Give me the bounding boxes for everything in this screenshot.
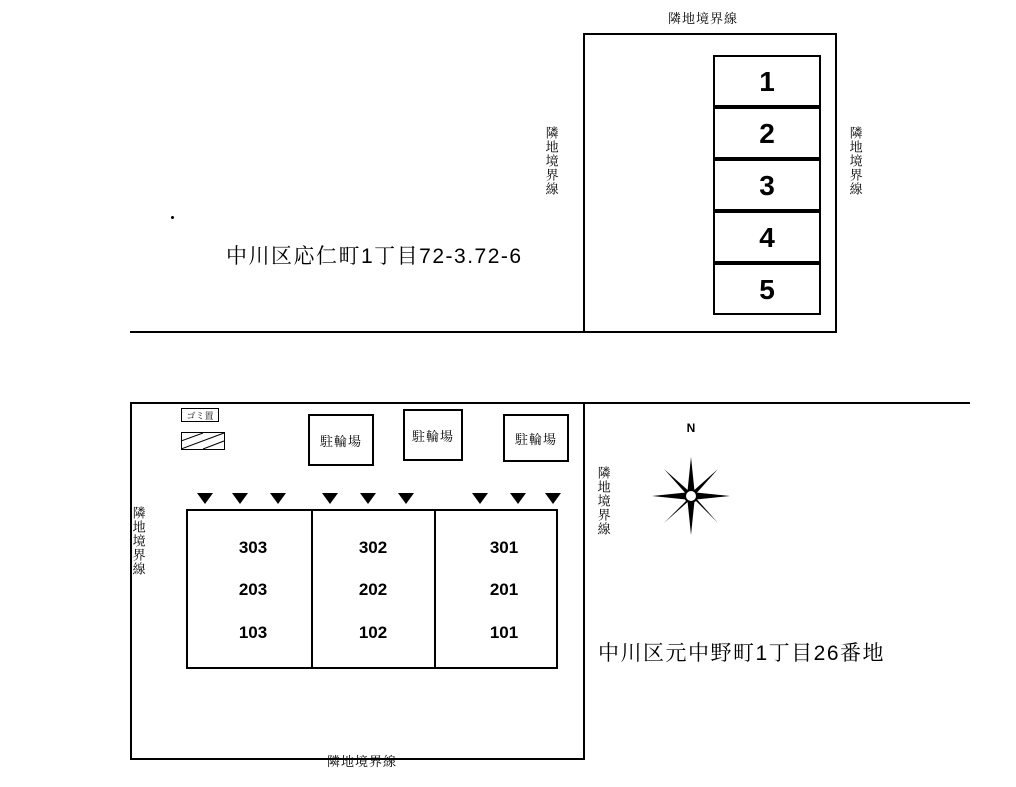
top-plot-lower-line-left xyxy=(130,331,585,333)
top-building-unit xyxy=(713,107,821,159)
room-label: 102 xyxy=(358,623,388,642)
top-building-unit-label: 5 xyxy=(759,274,775,305)
compass-north-label: N xyxy=(686,421,696,435)
room-label: 103 xyxy=(238,623,268,642)
top-right-boundary-label: 隣地境界線 xyxy=(847,126,863,196)
top-boundary-label: 隣地境界線 xyxy=(668,11,739,26)
top-building-unit-label: 1 xyxy=(759,66,775,97)
room-label: 201 xyxy=(489,580,519,599)
bottom-boundary-label: 隣地境界線 xyxy=(327,754,398,769)
bicycle-parking-box xyxy=(503,414,569,462)
top-building-unit xyxy=(713,159,821,211)
room-label: 101 xyxy=(489,623,519,642)
top-building-unit-label: 4 xyxy=(759,222,775,253)
bottom-left-boundary-label: 隣地境界線 xyxy=(130,506,146,576)
parking-arrow-icon xyxy=(472,493,488,504)
bottom-building-divider xyxy=(311,509,313,669)
room-label: 203 xyxy=(238,580,268,599)
bicycle-parking-box xyxy=(308,414,374,466)
parking-arrow-icon xyxy=(398,493,414,504)
parking-arrow-icon xyxy=(545,493,561,504)
bottom-left-boundary-line xyxy=(130,402,132,760)
bottom-plot-upper-line-right xyxy=(583,402,970,404)
room-label: 301 xyxy=(489,538,519,557)
parking-arrow-icon xyxy=(510,493,526,504)
top-right-boundary-line xyxy=(835,33,837,333)
bottom-plot-upper-line-left xyxy=(130,402,585,404)
top-building-unit-label: 3 xyxy=(759,170,775,201)
bicycle-parking-label: 駐輪場 xyxy=(514,431,557,447)
room-label: 202 xyxy=(358,580,388,599)
top-building-unit xyxy=(713,263,821,315)
top-building-unit xyxy=(713,211,821,263)
parking-arrow-icon xyxy=(360,493,376,504)
top-left-boundary-label: 隣地境界線 xyxy=(543,126,559,196)
bottom-building-divider xyxy=(434,509,436,669)
parking-arrow-icon xyxy=(197,493,213,504)
top-address-label: 中川区応仁町1丁目72-3.72-6 xyxy=(226,245,523,268)
bicycle-parking-label: 駐輪場 xyxy=(319,433,362,449)
room-label: 303 xyxy=(238,538,268,557)
top-boundary-line xyxy=(583,33,837,35)
bicycle-parking-label: 駐輪場 xyxy=(411,428,454,444)
room-label: 302 xyxy=(358,538,388,557)
top-building-unit-label: 2 xyxy=(759,118,775,149)
top-plot-lower-line-right xyxy=(583,331,837,333)
bicycle-parking-box xyxy=(403,409,463,461)
trash-area-box xyxy=(181,408,219,422)
bottom-right-boundary-line xyxy=(583,402,585,760)
parking-arrow-icon xyxy=(270,493,286,504)
compass-rose-icon xyxy=(650,455,732,537)
top-building-unit xyxy=(713,55,821,107)
top-left-boundary-line xyxy=(583,33,585,333)
marker-dot xyxy=(171,216,174,219)
parking-arrow-icon xyxy=(232,493,248,504)
bottom-right-boundary-label: 隣地境界線 xyxy=(595,466,611,536)
trash-area-hatch-icon xyxy=(181,432,225,450)
parking-arrow-icon xyxy=(322,493,338,504)
bottom-address-label: 中川区元中野町1丁目26番地 xyxy=(598,642,886,665)
trash-area-label: ゴミ置 xyxy=(186,410,214,421)
